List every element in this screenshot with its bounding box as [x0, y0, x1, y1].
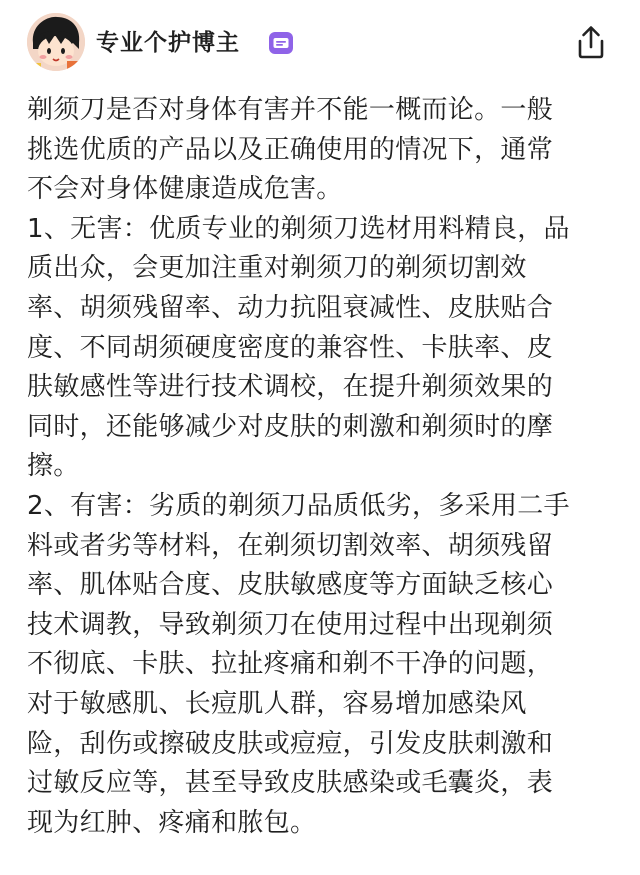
share-icon[interactable]: [574, 24, 608, 60]
post-text-line: 过敏反应等，甚至导致皮肤感染或毛囊炎，表: [27, 768, 554, 799]
post-text-line: 对于敏感肌、长痘肌人群，容易增加感染风: [27, 688, 527, 719]
post-text-line: 度、不同胡须硬度密度的兼容性、卡肤率、皮: [27, 332, 554, 363]
post-text-line: 挑选优质的产品以及正确使用的情况下，通常: [27, 134, 554, 165]
post-text-line: 1、无害：优质专业的剃须刀选材用料精良，品: [27, 213, 570, 244]
post-text-line: 不彻底、卡肤、拉扯疼痛和剃不干净的问题，: [27, 649, 554, 680]
post-text-line: 剃须刀是否对身体有害并不能一概而论。一般: [27, 95, 554, 125]
post-body: [27, 91, 612, 843]
post-text-line: 质出众，会更加注重对剃须刀的剃须切割效: [27, 253, 527, 284]
post-text-line: 现为红肿、疼痛和脓包。: [27, 807, 317, 838]
post-text-line: 2、有害：劣质的剃须刀品质低劣，多采用二手: [27, 490, 570, 521]
cartoon-girl-avatar-icon: [27, 13, 85, 71]
post-header: [0, 0, 640, 86]
chat-badge-icon: [268, 30, 294, 56]
post-text-line: 率、肌体贴合度、皮肤敏感度等方面缺乏核心: [27, 570, 554, 601]
post-text-line: 率、胡须残留率、动力抗阻衰减性、皮肤贴合: [27, 292, 554, 323]
post-text-line: 不会对身体健康造成危害。: [27, 174, 343, 205]
author-avatar[interactable]: [27, 13, 85, 71]
author-name[interactable]: 专业个护博主: [96, 30, 240, 56]
post-text-line: 技术调教，导致剃须刀在使用过程中出现剃须: [27, 609, 554, 640]
post-text-line: 肤敏感性等进行技术调校，在提升剃须效果的: [27, 372, 554, 403]
post-text-line: 擦。: [27, 451, 80, 482]
post-text-line: 料或者劣等材料，在剃须切割效率、胡须残留: [27, 530, 554, 561]
post-text-line: 险，刮伤或擦破皮肤或痘痘，引发皮肤刺激和: [27, 728, 554, 759]
post-text-line: 同时，还能够减少对皮肤的刺激和剃须时的摩: [27, 411, 554, 442]
